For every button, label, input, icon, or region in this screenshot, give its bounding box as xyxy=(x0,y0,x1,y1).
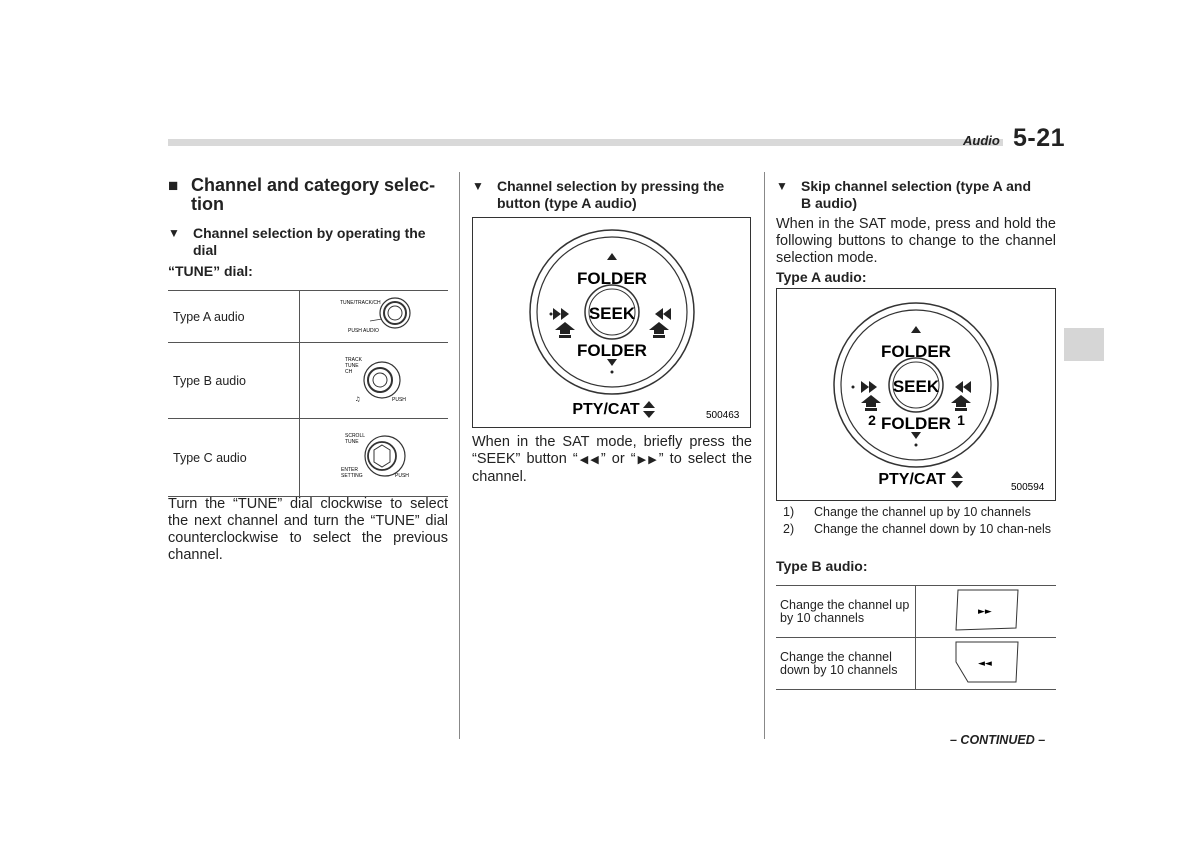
figure-id: 500463 xyxy=(706,410,740,421)
tune-label: “TUNE” dial: xyxy=(168,263,253,279)
dial-label: SETTING xyxy=(341,473,363,479)
heading-line2: tion xyxy=(191,194,224,214)
seek-label: SEEK xyxy=(892,377,940,396)
note-text: Change the channel down by 10 chan-nels xyxy=(814,522,1051,536)
row-label: Type A audio xyxy=(168,291,300,343)
subheading-line2: button (type A audio) xyxy=(497,195,637,211)
subheading-line2: dial xyxy=(193,242,218,258)
dial-label: TUNE xyxy=(345,439,359,445)
triangle-icon: ▼ xyxy=(776,179,788,193)
section-heading xyxy=(168,176,450,214)
folder-label-bottom: FOLDER xyxy=(577,341,647,360)
subheading-line2: B audio) xyxy=(801,195,857,211)
note-item xyxy=(783,505,1055,519)
dial-label: TUNE xyxy=(345,363,359,369)
button-image-down xyxy=(916,638,1057,690)
dial-label: ENTER xyxy=(341,467,358,473)
folder-label-top: FOLDER xyxy=(881,342,951,361)
col1-body-text: Turn the “TUNE” dial clockwise to select the next channel and turn the “TUNE” dial counterclockwise to select the previous channel. xyxy=(168,496,448,563)
callout-1: 1 xyxy=(957,412,965,428)
body-part: ” or “ xyxy=(600,451,636,467)
col3-body-text: When in the SAT mode, press and hold the following buttons to change to the channel selection mode. xyxy=(776,216,1056,266)
triangle-icon: ▼ xyxy=(472,179,484,193)
column-divider xyxy=(764,172,765,739)
body-part: ” to select the channel. xyxy=(472,451,753,485)
type-b-table xyxy=(776,585,1056,690)
type-a-label: Type A audio: xyxy=(776,269,867,285)
dial-label: PUSH xyxy=(395,473,409,479)
table-row xyxy=(168,343,448,419)
tune-dial-table xyxy=(168,290,448,497)
col2-body-text xyxy=(472,434,752,486)
row-text: Change the channel down by 10 channels xyxy=(776,638,916,690)
table-row xyxy=(168,291,448,343)
continued-label: – CONTINUED – xyxy=(950,733,1046,747)
subheading xyxy=(168,225,450,259)
svg-text:♫: ♫ xyxy=(355,396,361,403)
subheading xyxy=(472,178,752,212)
pty-cat-label: PTY/CAT xyxy=(572,401,640,418)
row-text: Change the channel up by 10 channels xyxy=(776,586,916,638)
dial-label: SCROLL xyxy=(345,433,366,439)
dial-image-type-a xyxy=(300,291,449,343)
row-label: Type B audio xyxy=(168,343,300,419)
callout-2: 2 xyxy=(868,412,876,428)
figure-id: 500594 xyxy=(1011,482,1045,493)
dial-label: TRACK xyxy=(345,357,362,363)
seek-up-icon: ▶▶ xyxy=(635,454,659,466)
seek-label: SEEK xyxy=(588,304,636,323)
heading-line1: Channel and category selec- xyxy=(191,175,436,195)
section-name: Audio xyxy=(963,133,1000,148)
dial-label: PUSH AUDIO xyxy=(348,328,379,334)
column-3 xyxy=(776,178,1056,286)
column-1 xyxy=(168,176,450,280)
button-image-up xyxy=(916,586,1057,638)
triangle-icon: ▼ xyxy=(168,226,180,240)
notes-list xyxy=(783,505,1055,536)
subheading xyxy=(776,178,1056,212)
table-row xyxy=(168,419,448,497)
fast-forward-icon: ►► xyxy=(978,607,992,617)
pty-cat-label: PTY/CAT xyxy=(878,471,946,488)
type-b-label: Type B audio: xyxy=(776,558,868,574)
figure-seek-button xyxy=(472,217,751,428)
folder-label-top: FOLDER xyxy=(577,269,647,288)
page-number: 5-21 xyxy=(1013,124,1066,152)
note-text: Change the channel up by 10 channels xyxy=(814,505,1031,519)
seek-down-icon: ◀◀ xyxy=(577,454,601,466)
side-tab xyxy=(1064,328,1104,361)
dial-image-type-b xyxy=(300,343,449,419)
dial-image-type-c xyxy=(300,419,449,497)
heading-marker: ■ xyxy=(168,176,179,195)
figure-skip-channel xyxy=(776,288,1056,501)
note-number: 1) xyxy=(783,505,795,519)
folder-label-bottom: FOLDER xyxy=(881,414,951,433)
subheading-line1: Skip channel selection (type A and xyxy=(801,178,1032,194)
column-2 xyxy=(472,178,752,212)
subheading-line1: Channel selection by pressing the xyxy=(497,178,725,194)
dial-label: PUSH xyxy=(392,397,406,403)
column-divider xyxy=(459,172,460,739)
note-number: 2) xyxy=(783,522,795,536)
note-item xyxy=(783,522,1055,536)
dial-label: TUNE/TRACK/CH xyxy=(340,300,381,306)
subheading-line1: Channel selection by operating the xyxy=(193,225,426,241)
body-part: When in the SAT mode, briefly press the “SEEK” button “ xyxy=(472,434,752,467)
row-label: Type C audio xyxy=(168,419,300,497)
header-bar xyxy=(168,139,1003,146)
dial-label: CH xyxy=(345,369,353,375)
table-row xyxy=(776,638,1056,690)
table-row xyxy=(776,586,1056,638)
rewind-icon: ◄◄ xyxy=(978,659,992,669)
